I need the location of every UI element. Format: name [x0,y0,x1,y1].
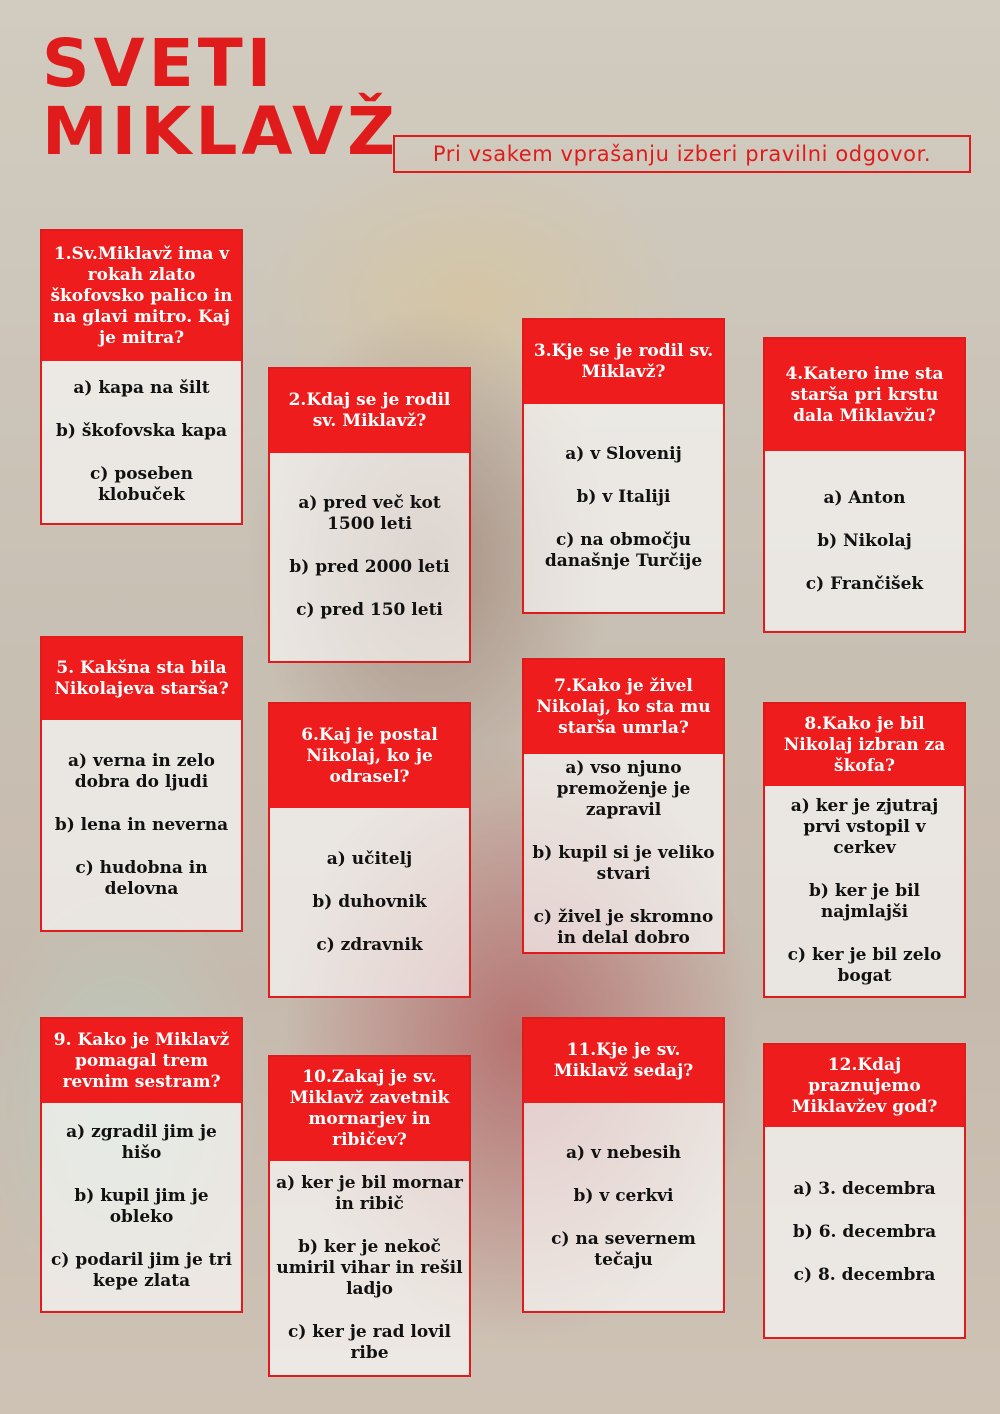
answer-option[interactable]: c) ker je rad lovil ribe [287,1321,452,1363]
answer-option[interactable]: b) ker je nekoč umiril vihar in rešil ladjo [276,1236,463,1299]
question-text: 2.Kdaj se je rodil sv. Miklavž? [270,369,469,453]
answer-option[interactable]: c) zdravnik [316,934,423,955]
question-text: 7.Kako je živel Nikolaj, ko sta mu starša umrla? [524,660,723,754]
question-text: 9. Kako je Miklavž pomagal trem revnim sestram? [42,1019,241,1103]
question-card-12 [763,1043,966,1339]
answer-option[interactable]: a) v Slovenij [565,444,682,464]
answer-option[interactable]: c) ker je bil zelo bogat [787,944,942,986]
question-card-1 [40,229,243,525]
answer-option[interactable]: b) 6. decembra [792,1221,937,1242]
answer-option[interactable]: c) 8. decembra [793,1264,936,1285]
answer-option[interactable]: b) v Italiji [576,487,671,507]
answer-option[interactable]: b) kupil si je veliko stvari [532,842,715,884]
title-line-1: SVETI [42,25,276,102]
question-text: 1.Sv.Miklavž ima v rokah zlato škofovsko palico in na glavi mitro. Kaj je mitra? [42,231,241,361]
question-text: 6.Kaj je postal Nikolaj, ko je odrasel? [270,704,469,808]
answer-option[interactable]: b) Nikolaj [817,530,912,551]
question-card-10 [268,1055,471,1377]
answer-option[interactable]: c) Frančišek [805,573,924,594]
question-card-11 [522,1017,725,1313]
question-card-2 [268,367,471,663]
question-card-4 [763,337,966,633]
question-card-3 [522,318,725,614]
answer-option[interactable]: c) hudobna in delovna [75,857,208,899]
answer-option[interactable]: b) v cerkvi [573,1186,674,1206]
question-text: 12.Kdaj praznujemo Miklavžev god? [765,1045,964,1127]
answer-option[interactable]: a) Anton [823,487,906,508]
answer-option[interactable]: b) ker je bil najmlajši [808,880,920,922]
answer-option[interactable]: a) v nebesih [565,1143,682,1163]
answer-option[interactable]: a) verna in zelo dobra do ljudi [68,750,215,792]
answer-option[interactable]: a) 3. decembra [793,1178,936,1199]
answer-option[interactable]: c) podaril jim je tri kepe zlata [51,1250,232,1291]
answer-option[interactable]: a) pred več kot 1500 leti [298,493,441,534]
answer-option[interactable]: a) kapa na šilt [73,378,210,398]
question-card-5 [40,636,243,932]
answer-option[interactable]: a) učitelj [326,848,413,869]
answer-option[interactable]: c) pred 150 leti [296,600,443,620]
answer-option[interactable]: a) zgradil jim je hišo [66,1122,217,1163]
question-card-6 [268,702,471,998]
answer-option[interactable]: a) vso njuno premoženje je zapravil [556,757,691,820]
answer-option[interactable]: b) škofovska kapa [55,421,228,441]
question-text: 3.Kje se je rodil sv. Miklavž? [524,320,723,404]
answer-option[interactable]: c) na severnem tečaju [551,1229,696,1270]
question-text: 10.Zakaj je sv. Miklavž zavetnik mornarjev in ribičev? [270,1057,469,1161]
title-line-2: MIKLAVŽ [42,93,399,170]
question-text: 4.Katero ime sta starša pri krstu dala Miklavžu? [765,339,964,451]
question-text: 11.Kje je sv. Miklavž sedaj? [524,1019,723,1103]
answer-option[interactable]: b) kupil jim je obleko [74,1186,209,1227]
question-text: 8.Kako je bil Nikolaj izbran za škofa? [765,704,964,786]
answer-option[interactable]: a) ker je zjutraj prvi vstopil v cerkev [790,795,939,858]
question-card-9 [40,1017,243,1313]
answer-option[interactable]: b) lena in neverna [54,814,229,835]
instruction-box: Pri vsakem vprašanju izberi pravilni odgovor. [393,135,971,173]
answer-option[interactable]: a) ker je bil mornar in ribič [276,1172,463,1214]
answer-option[interactable]: c) poseben klobuček [90,464,193,505]
answer-option[interactable]: b) duhovnik [312,891,427,912]
answer-option[interactable]: b) pred 2000 leti [289,557,450,577]
answer-option[interactable]: c) živel je skromno in delal dobro [533,906,714,948]
page-title [42,25,399,170]
question-card-7 [522,658,725,954]
question-text: 5. Kakšna sta bila Nikolajeva starša? [42,638,241,720]
answer-option[interactable]: c) na območju današnje Turčije [544,530,703,571]
question-card-8 [763,702,966,998]
